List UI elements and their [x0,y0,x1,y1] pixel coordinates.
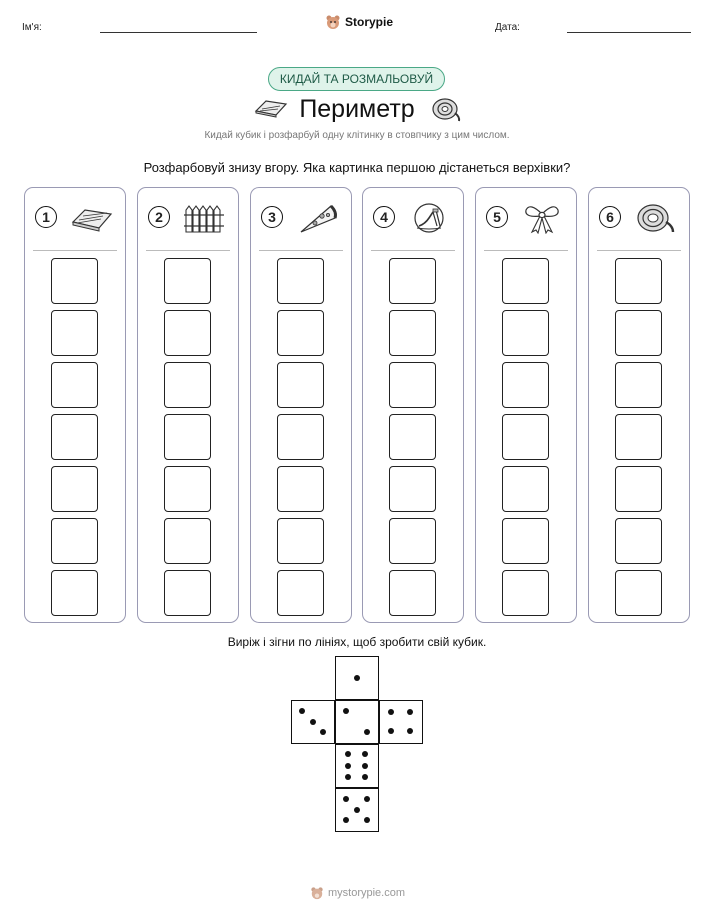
color-cell[interactable] [277,310,324,356]
color-cell[interactable] [389,362,436,408]
dice-pip [343,796,349,802]
color-cell[interactable] [615,362,662,408]
dice-face-4 [379,700,423,744]
dice-pip [354,807,360,813]
dice-pip [388,728,394,734]
column-divider [597,250,681,251]
color-cell[interactable] [51,258,98,304]
color-cell[interactable] [277,258,324,304]
dice-pip [299,708,305,714]
color-cell[interactable] [277,570,324,616]
color-cell[interactable] [51,518,98,564]
column-number: 2 [148,206,170,228]
dice-pip [310,719,316,725]
color-cell[interactable] [277,518,324,564]
color-cell[interactable] [51,570,98,616]
column-divider [371,250,455,251]
color-cell[interactable] [164,310,211,356]
column-4 [362,187,464,623]
color-cell[interactable] [51,362,98,408]
fence-icon [182,202,226,234]
color-cell[interactable] [164,570,211,616]
color-cell[interactable] [502,258,549,304]
coloring-instruction: Розфарбовуй знизу вгору. Яка картинка першою дістанеться верхівки? [143,160,571,175]
dice-pip [388,709,394,715]
color-cell[interactable] [502,310,549,356]
dice-pip [343,817,349,823]
color-cell[interactable] [502,362,549,408]
color-cell[interactable] [164,414,211,460]
column-6 [588,187,690,623]
color-cell[interactable] [51,466,98,512]
date-label: Дата: [495,22,520,33]
column-header [138,202,238,236]
page-subtitle: Кидай кубик і розфарбуй одну клітинку в стовпчику з цим числом. [204,130,510,141]
color-cell[interactable] [164,466,211,512]
column-divider [33,250,117,251]
dice-pip [364,817,370,823]
dice-pip [320,729,326,735]
color-cell[interactable] [389,258,436,304]
dice-pip [345,774,351,780]
dice-pip [364,729,370,735]
column-header [251,202,351,236]
color-cell[interactable] [389,310,436,356]
brand-name: Storypie [345,15,394,29]
color-cell[interactable] [615,518,662,564]
page-title: Периметр [299,95,415,123]
color-cell[interactable] [389,414,436,460]
pizza-slice-icon [295,202,339,234]
name-line [100,32,257,33]
column-divider [146,250,230,251]
color-cell[interactable] [502,414,549,460]
column-5 [475,187,577,623]
column-divider [484,250,568,251]
color-cell[interactable] [51,414,98,460]
footer [310,886,405,900]
dice-face-3 [291,700,335,744]
column-divider [259,250,343,251]
color-cell[interactable] [164,258,211,304]
activity-badge: КИДАЙ ТА РОЗМАЛЬОВУЙ [268,67,445,91]
color-cell[interactable] [164,518,211,564]
dice-pip [345,763,351,769]
dice-pip [343,708,349,714]
column-number: 6 [599,206,621,228]
dice-face-1 [335,656,379,700]
color-cell[interactable] [389,466,436,512]
color-cell[interactable] [277,362,324,408]
date-line [567,32,691,33]
color-cell[interactable] [615,466,662,512]
color-cell[interactable] [389,518,436,564]
dice-pip [407,709,413,715]
color-cell[interactable] [615,310,662,356]
dice-pip [364,796,370,802]
footer-url: mystorypie.com [328,887,406,899]
color-cell[interactable] [389,570,436,616]
bear-logo-icon [325,14,341,30]
dice-pip [407,728,413,734]
column-number: 1 [35,206,57,228]
column-header [363,202,463,236]
bow-icon [520,202,564,234]
mat-icon [69,202,113,234]
color-cell[interactable] [615,258,662,304]
bear-logo-icon [310,886,324,900]
dice-face-6 [335,744,379,788]
color-cell[interactable] [502,518,549,564]
column-header [476,202,576,236]
dice-pip [362,763,368,769]
color-cell[interactable] [502,466,549,512]
color-cell[interactable] [615,570,662,616]
color-cell[interactable] [164,362,211,408]
color-cell[interactable] [51,310,98,356]
rope-icon [430,95,462,123]
dice-pip [345,751,351,757]
color-cell[interactable] [615,414,662,460]
color-cell[interactable] [502,570,549,616]
dice-face-2 [335,700,379,744]
column-header [25,202,125,236]
column-number: 3 [261,206,283,228]
column-header [589,202,689,236]
column-3 [250,187,352,623]
cut-instruction: Виріж і зігни по лініях, щоб зробити свій кубик. [227,635,487,649]
column-1 [24,187,126,623]
column-number: 5 [486,206,508,228]
dice-pip [354,675,360,681]
color-cell[interactable] [277,466,324,512]
dice-pip [362,774,368,780]
name-label: Ім'я: [22,22,42,33]
playground-icon [407,202,451,234]
brand-logo [325,12,393,32]
column-number: 4 [373,206,395,228]
column-2 [137,187,239,623]
dice-face-5 [335,788,379,832]
dice-pip [362,751,368,757]
rope-icon [633,202,677,234]
color-cell[interactable] [277,414,324,460]
